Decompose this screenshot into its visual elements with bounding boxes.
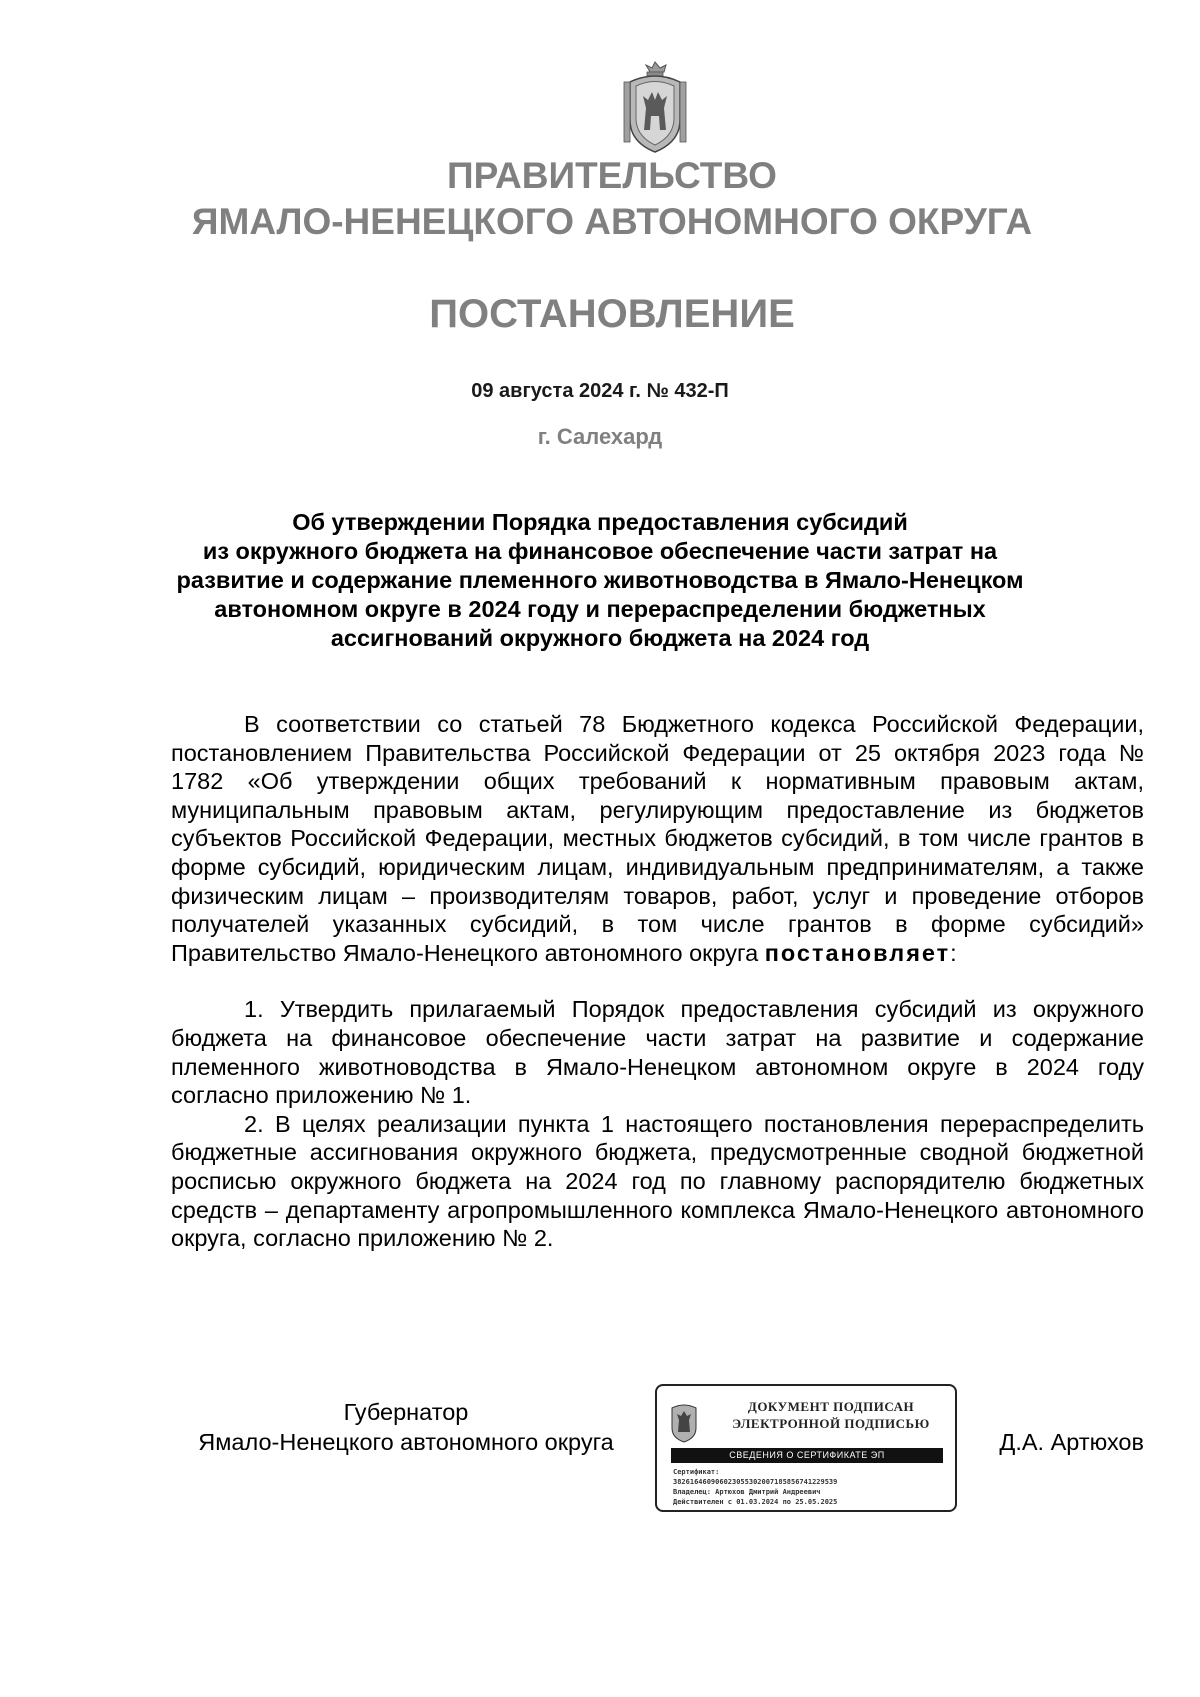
coat-of-arms-icon <box>622 60 688 156</box>
stamp-cert-number: 382616460906023055302007185856741229539 <box>673 1478 838 1486</box>
position-line: Ямало-Ненецкого автономного округа <box>198 1429 614 1455</box>
stamp-certificate-bar: СВЕДЕНИЯ О СЕРТИФИКАТЕ ЭП <box>671 1448 943 1463</box>
title-line: ассигнований окружного бюджета на 2024 год <box>330 625 870 651</box>
stamp-details <box>673 1467 949 1507</box>
electronic-signature-stamp <box>655 1384 957 1512</box>
decree-word: постановляет <box>764 939 951 966</box>
stamp-emblem-icon <box>669 1400 699 1444</box>
position-line: Губернатор <box>343 1399 469 1425</box>
document-title <box>170 508 1030 653</box>
decree-colon: : <box>950 939 957 966</box>
government-title: ПРАВИТЕЛЬСТВО <box>447 155 777 196</box>
stamp-title-line: ДОКУМЕНТ ПОДПИСАН <box>747 1399 915 1414</box>
title-line: из окружного бюджета на финансовое обеспечение части затрат на <box>202 538 998 564</box>
item-1-paragraph: 1. Утвердить прилагаемый Порядок предоставления субсидий из окружного бюджета на финансовое обеспечение части затрат на развитие и содержание племенного животноводства в Ямало-Ненецком автономном округе в 2024 году согласно приложению № 1. <box>171 996 1144 1109</box>
document-body <box>171 710 1144 1253</box>
stamp-cert-label: Сертификат: <box>673 1468 720 1476</box>
document-date-number: 09 августа 2024 г. № 432-П <box>471 380 729 402</box>
title-line: Об утверждении Порядка предоставления субсидий <box>292 509 908 535</box>
preamble-text: В соответствии со статьей 78 Бюджетного кодекса Российской Федерации, постановлением Правительства Российской Федерации от 25 октября 2023 года № 1782 «Об утверждении общих требований к нормативным правовым актам, муниципальным правовым актам, регулирующим предоставление из бюджетов субъектов Российской Федерации, местных бюджетов субсидий, в том числе грантов в форме субсидий, юридическим лицам, индивидуальным предпринимателям, а также физическим лицам – производителям товаров, работ, услуг и проведение отборов получателей указанных субсидий, в том числе грантов в форме субсидий» Правительство Ямало-Ненецкого автономного округа <box>171 711 1144 966</box>
signatory-name: Д.А. Артюхов <box>999 1429 1144 1455</box>
stamp-owner: Владелец: Артюхов Дмитрий Андреевич <box>673 1488 821 1496</box>
title-line: автономном округе в 2024 году и перераспределении бюджетных <box>214 596 986 622</box>
signatory-position <box>171 1397 641 1457</box>
document-type: ПОСТАНОВЛЕНИЕ <box>429 292 795 336</box>
stamp-title <box>715 1398 947 1432</box>
title-line: развитие и содержание племенного животноводства в Ямало-Ненецком <box>176 567 1024 593</box>
stamp-validity: Действителен с 01.03.2024 по 25.05.2025 <box>673 1498 838 1506</box>
government-region: ЯМАЛО-НЕНЕЦКОГО АВТОНОМНОГО ОКРУГА <box>191 201 1033 242</box>
document-city: г. Салехард <box>537 424 663 449</box>
stamp-title-line: ЭЛЕКТРОННОЙ ПОДПИСЬЮ <box>732 1416 930 1431</box>
preamble-paragraph <box>171 710 1144 967</box>
item-2-paragraph: 2. В целях реализации пункта 1 настоящего постановления перераспределить бюджетные ассигнования окружного бюджета, предусмотренные сводной бюджетной росписью окружного бюджета на 2024 год по главному распорядителю бюджетных средств – департаменту агропромышленного комплекса Ямало-Ненецкого автономного округа, согласно приложению № 2. <box>171 1110 1144 1252</box>
